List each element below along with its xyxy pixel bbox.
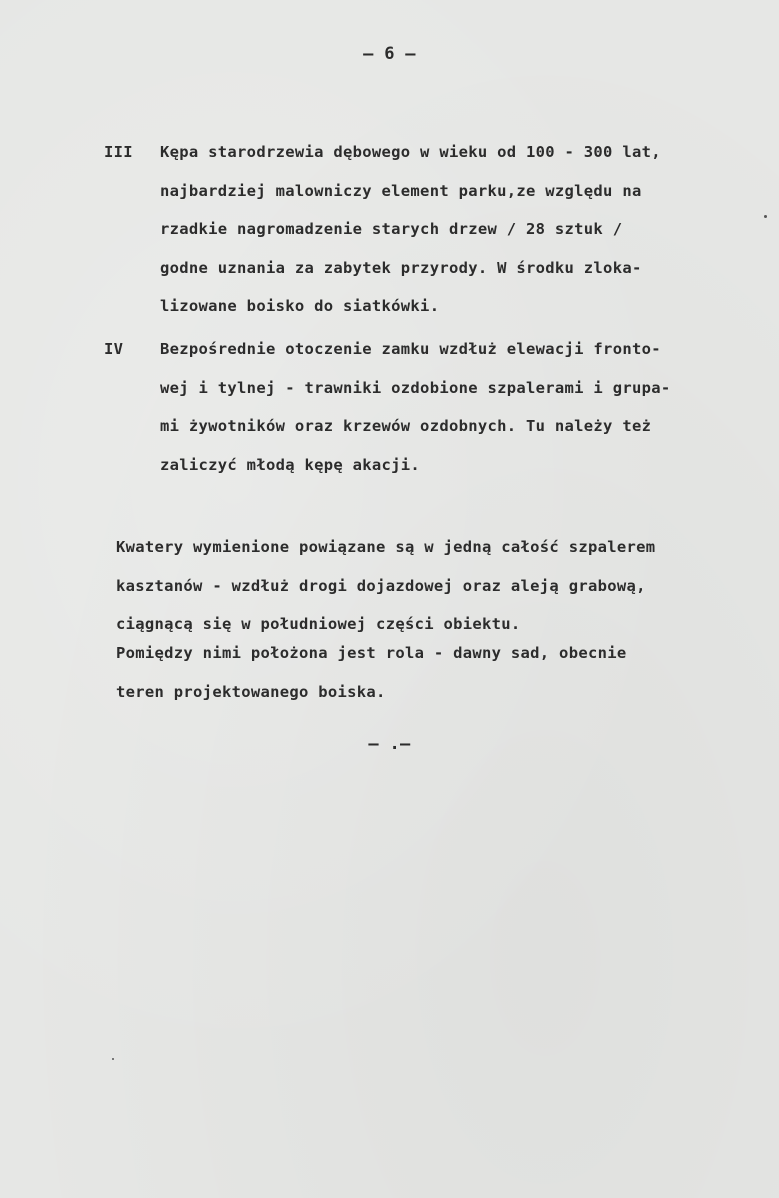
section-label: III bbox=[104, 143, 133, 161]
text-line: Kępa starodrzewia dębowego w wieku od 100 - 300 lat, bbox=[160, 143, 661, 161]
text-line: Bezpośrednie otoczenie zamku wzdłuż elewacji fronto- bbox=[160, 340, 661, 358]
paper-speck bbox=[112, 1058, 114, 1060]
text-line: ciągnącą się w południowej części obiektu. bbox=[116, 615, 521, 633]
paragraph-pomiedzy bbox=[116, 634, 756, 711]
text-line: najbardziej malowniczy element parku,ze względu na bbox=[160, 181, 642, 200]
section-IV bbox=[104, 330, 744, 484]
section-body bbox=[160, 133, 744, 326]
text-line: zaliczyć młodą kępę akacji. bbox=[160, 455, 421, 474]
paragraph-kwatery bbox=[116, 528, 756, 644]
text-line: mi żywotników oraz krzewów ozdobnych. Tu należy też bbox=[160, 417, 652, 435]
section-label: IV bbox=[104, 340, 124, 358]
text-line: rzadkie nagromadzenie starych drzew / 28 sztuk / bbox=[160, 220, 623, 238]
section-III bbox=[104, 133, 744, 326]
text-line: lizowane boisko do siatkówki. bbox=[160, 297, 440, 315]
text-line: wej i tylnej - trawniki ozdobione szpalerami i grupa- bbox=[160, 378, 671, 397]
paper-speck bbox=[764, 215, 767, 218]
text-line: Pomiędzy nimi położona jest rola - dawny sad, obecnie bbox=[116, 644, 627, 662]
page-number: — 6 — bbox=[363, 44, 416, 64]
text-line: Kwatery wymienione powiązane są w jedną całość szpalerem bbox=[116, 538, 656, 556]
text-line: teren projektowanego boiska. bbox=[116, 682, 386, 701]
text-line: kasztanów - wzdłuż drogi dojazdowej oraz aleją grabową, bbox=[116, 576, 646, 595]
end-mark: — .— bbox=[368, 734, 411, 754]
section-body bbox=[160, 330, 744, 484]
text-line: godne uznania za zabytek przyrody. W środku zloka- bbox=[160, 258, 642, 277]
